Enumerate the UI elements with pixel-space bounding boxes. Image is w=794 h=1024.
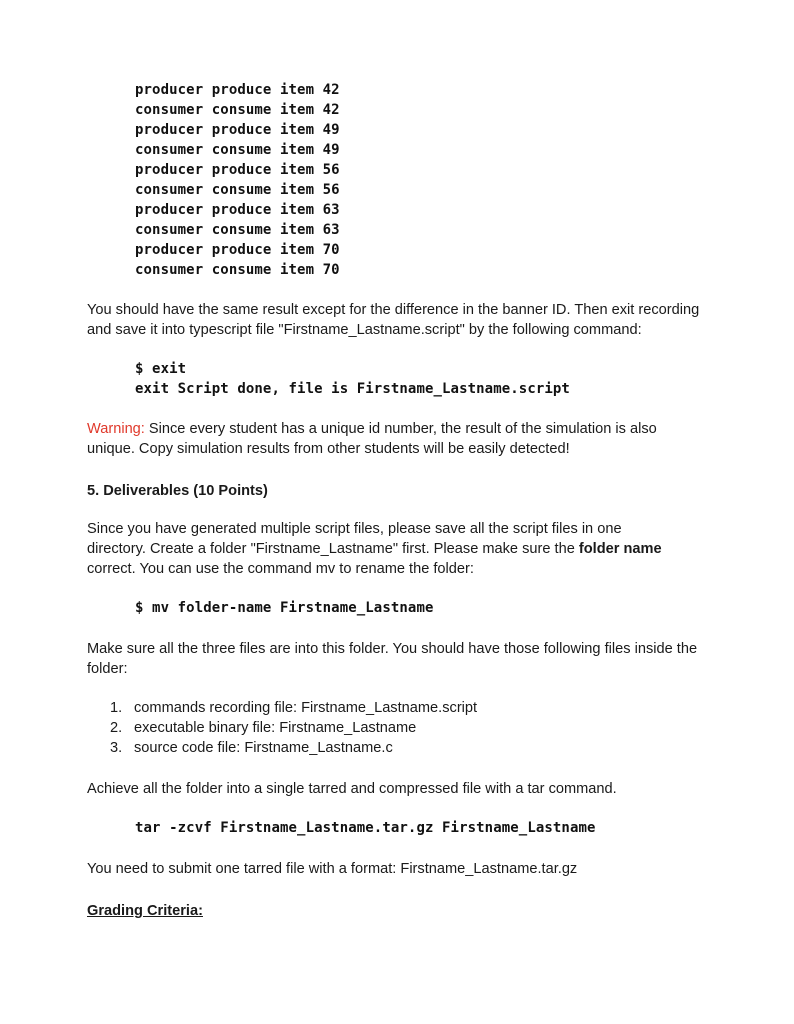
list-number: 3. [110,740,123,756]
command-line: $ exit [135,361,187,377]
program-output-block [135,80,340,280]
exit-instructions-paragraph [87,300,717,340]
mv-command-block [135,598,434,618]
command-line: tar -zcvf Firstname_Lastname.tar.gz Firstname_Lastname [135,820,596,836]
warning-line [87,419,717,439]
paragraph-line: Make sure all the three files are into this folder. You should have those following files inside the [87,641,698,657]
output-line: consumer consume item 49 [135,142,340,158]
output-line: consumer consume item 56 [135,182,340,198]
tar-instructions-paragraph: Achieve all the folder into a single tarred and compressed file with a tar command. [87,781,617,797]
exit-command-block [135,359,570,399]
list-text: executable binary file: Firstname_Lastname [134,720,417,736]
paragraph-line: Since you have generated multiple script files, please save all the script files in one [87,521,622,537]
folder-name-emphasis: folder name [578,541,662,557]
warning-text: Since every student has a unique id number, the result of the simulation is also [144,421,657,437]
warning-label: Warning: [87,421,145,437]
folder-instructions-paragraph [87,519,717,579]
files-list [110,698,477,758]
list-text: commands recording file: Firstname_Lastname.script [134,700,478,716]
output-line: consumer consume item 42 [135,102,340,118]
output-line: consumer consume item 70 [135,262,340,278]
list-number: 1. [110,700,123,716]
list-text: source code file: Firstname_Lastname.c [134,740,393,756]
warning-line: unique. Copy simulation results from other students will be easily detected! [87,441,570,457]
deliverables-heading: 5. Deliverables (10 Points) [87,483,268,499]
list-number: 2. [110,720,123,736]
output-line: producer produce item 70 [135,242,340,258]
paragraph-line: correct. You can use the command mv to rename the folder: [87,561,474,577]
paragraph-text: directory. Create a folder "Firstname_Lastname" first. Please make sure the [87,541,579,557]
list-item [110,698,477,718]
output-line: producer produce item 42 [135,82,340,98]
command-line: $ mv folder-name Firstname_Lastname [135,600,434,616]
list-item [110,718,477,738]
grading-criteria-heading: Grading Criteria: [87,903,203,919]
list-item [110,738,477,758]
paragraph-line [87,539,717,559]
warning-paragraph [87,419,717,459]
tar-command-block [135,818,596,838]
command-line: exit Script done, file is Firstname_Lastname.script [135,381,570,397]
output-line: consumer consume item 63 [135,222,340,238]
output-line: producer produce item 49 [135,122,340,138]
paragraph-line: You should have the same result except for the difference in the banner ID. Then exit recording [87,302,700,318]
submit-instructions-paragraph: You need to submit one tarred file with a format: Firstname_Lastname.tar.gz [87,861,578,877]
output-line: producer produce item 56 [135,162,340,178]
files-instructions-paragraph [87,639,717,679]
paragraph-line: folder: [87,661,128,677]
output-line: producer produce item 63 [135,202,340,218]
paragraph-line: and save it into typescript file "Firstname_Lastname.script" by the following command: [87,322,642,338]
